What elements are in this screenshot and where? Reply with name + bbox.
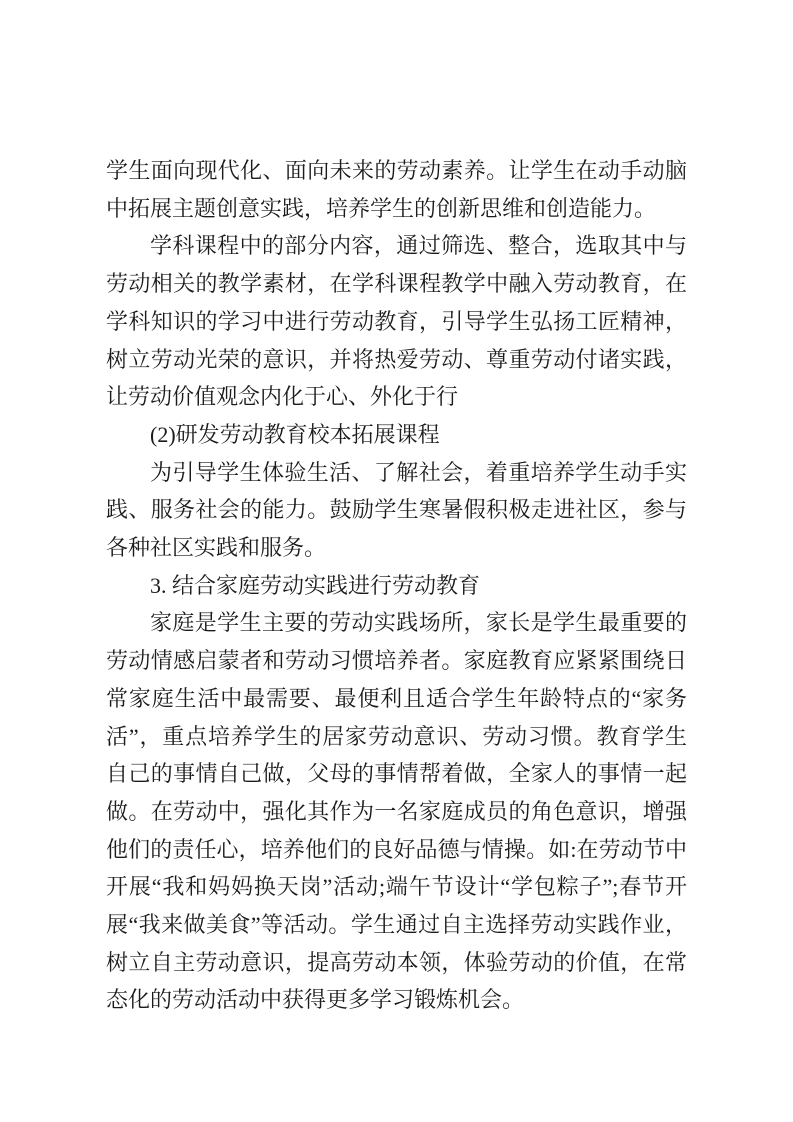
paragraph-family-education: 家庭是学生主要的劳动实践场所，家长是学生最重要的劳动情感启蒙者和劳动习惯培养者。家庭教育应紧紧围绕日常家庭生活中最需要、最便利且适合学生年龄特点的“家务活”，重点培养学生的居家劳动意识、劳动习惯。教育学生自己的事情自己做，父母的事情帮着做，全家人的事情一起做。在劳动中，强化其作为一名家庭成员的角色意识，增强他们的责任心，培养他们的良好品德与情操。如:在劳动节中开展“我和妈妈换天岗”活动;端午节设计“学包粽子”;春节开展“我来做美食”等活动。学生通过自主选择劳动实践作业，树立自主劳动意识，提高劳动本领，体验劳动的价值，在常态化的劳动活动中获得更多学习锻炼机会。 <box>106 610 687 1013</box>
paragraph-community-practice: 为引导学生体验生活、了解社会，着重培养学生动手实践、服务社会的能力。鼓励学生寒暑假积极走进社区，参与各种社区实践和服务。 <box>106 459 687 561</box>
heading-item-3-family-labor: 3. 结合家庭劳动实践进行劳动教育 <box>150 572 481 598</box>
paragraph-subject-courses: 学科课程中的部分内容，通过筛选、整合，选取其中与劳动相关的教学素材，在学科课程教学中融入劳动教育，在学科知识的学习中进行劳动教育，引导学生弘扬工匠精神，树立劳动光荣的意识，并将热爱劳动、尊重劳动付诸实践，让劳动价值观念内化于心、外化于行 <box>106 233 687 410</box>
document-body <box>106 152 687 1019</box>
heading-item-2-school-curriculum: (2)研发劳动教育校本拓展课程 <box>150 421 440 447</box>
paragraph-continuation: 学生面向现代化、面向未来的劳动素养。让学生在动手动脑中拓展主题创意实践，培养学生的创新思维和创造能力。 <box>106 158 687 221</box>
